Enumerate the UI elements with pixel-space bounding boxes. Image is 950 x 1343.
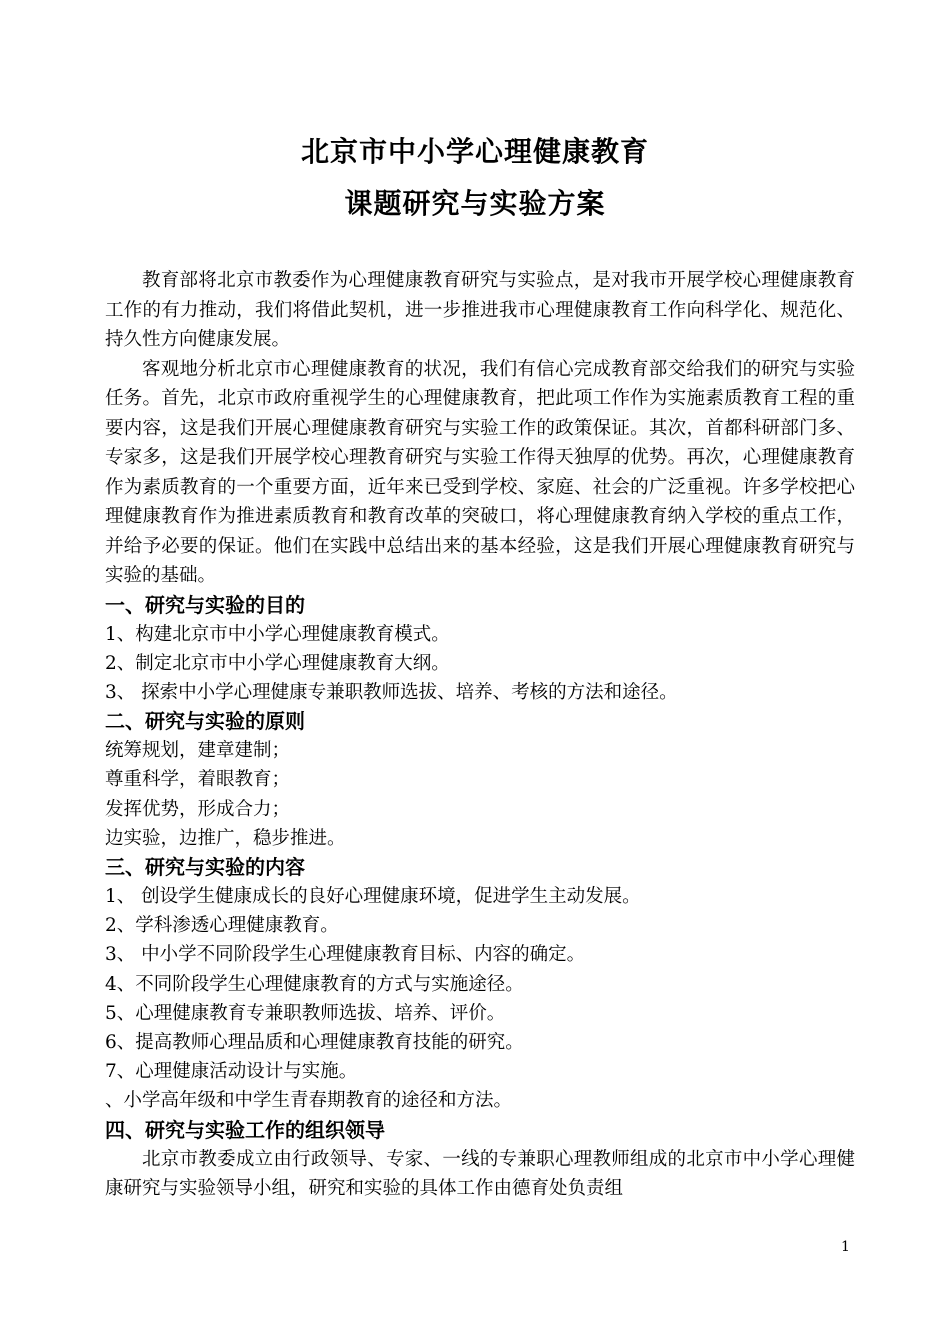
list-item: 6、提高教师心理品质和心理健康教育技能的研究。 (105, 1031, 524, 1053)
list-item: 边实验，边推广，稳步推进。 (105, 827, 346, 849)
list-item: 尊重科学，着眼教育； (105, 769, 291, 791)
list-item: 2、制定北京市中小学心理健康教育大纲。 (105, 652, 450, 674)
section-heading-principles: 二、研究与实验的原则 (105, 709, 305, 734)
list-item: 3、 探索中小学心理健康专兼职教师选拔、培养、考核的方法和途径。 (105, 681, 678, 703)
list-item: 1、 创设学生健康成长的良好心理健康环境，促进学生主动发展。 (105, 885, 641, 907)
intro-paragraph-1: 教育部将北京市教委作为心理健康教育研究与实验点，是对我市开展学校心理健康教育工作的有力推动，我们将借此契机，进一步推进我市心理健康教育工作向科学化、规范化、持久性方向健康发展。 (105, 270, 855, 350)
organization-paragraph: 北京市教委成立由行政领导、专家、一线的专兼职心理教师组成的北京市中小学心理健康研究与实验领导小组，研究和实验的具体工作由德育处负责组 (105, 1148, 855, 1200)
document-body (105, 266, 855, 1204)
list-item: 发挥优势，形成合力； (105, 798, 291, 820)
document-title-line-1: 北京市中小学心理健康教育 (300, 135, 649, 168)
section-heading-purpose: 一、研究与实验的目的 (105, 592, 305, 617)
section-heading-organization: 四、研究与实验工作的组织领导 (105, 1117, 385, 1142)
list-item: 5、心理健康教育专兼职教师选拔、培养、评价。 (105, 1002, 506, 1024)
intro-paragraph-2: 客观地分析北京市心理健康教育的状况，我们有信心完成教育部交给我们的研究与实验任务。首先，北京市政府重视学生的心理健康教育，把此项工作作为实施素质教育工程的重要内容，这是我们开展心理健康教育研究与实验工作的政策保证。其次，首都科研部门多、专家多，这是我们开展学校心理教育研究与实验工作得天独厚的优势。再次，心理健康教育作为素质教育的一个重要方面，近年来已受到学校、家庭、社会的广泛重视。许多学校把心理健康教育作为推进素质教育和教育改革的突破口，将心理健康教育纳入学校的重点工作，并给予必要的保证。他们在实践中总结出来的基本经验，这是我们开展心理健康教育研究与实验的基础。 (105, 358, 855, 586)
list-item: 4、不同阶段学生心理健康教育的方式与实施途径。 (105, 973, 524, 995)
section-heading-content: 三、研究与实验的内容 (105, 854, 305, 879)
list-item: 1、构建北京市中小学心理健康教育模式。 (105, 623, 450, 645)
list-item: 3、 中小学不同阶段学生心理健康教育目标、内容的确定。 (105, 944, 586, 966)
list-item: 2、学科渗透心理健康教育。 (105, 915, 339, 937)
list-item: 7、心理健康活动设计与实施。 (105, 1061, 358, 1083)
list-item: 、小学高年级和中学生青春期教育的途径和方法。 (105, 1090, 513, 1112)
document-title-line-2: 课题研究与实验方案 (344, 187, 606, 220)
list-item: 统筹规划，建章建制； (105, 740, 291, 762)
page-number: 1 (841, 1239, 850, 1255)
